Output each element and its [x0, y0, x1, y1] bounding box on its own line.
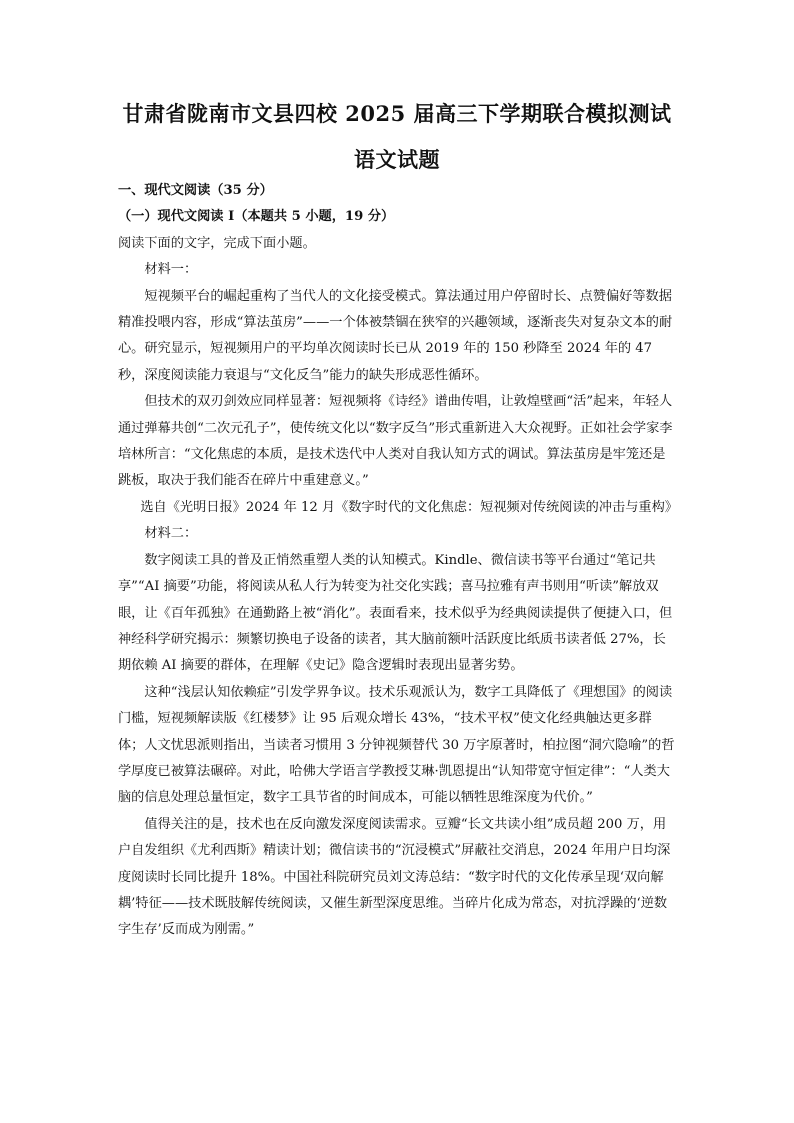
- reading-instruction: 阅读下面的文字，完成下面小题。: [118, 235, 316, 251]
- material-one-paragraph-2: 但技术的双刃剑效应同样显著：短视频将《诗经》谱曲传唱，让敦煌壁画“活”起来，年轻人通过弹幕共创“二次元孔子”，使传统文化以“数字反刍”形式重新进入大众视野。正如社会学家李培林所言：“文化焦虑的本质，是技术迭代中人类对自我认知方式的调试。算法茧房是牢笼还是跳板，取决于我们能否在碎片中重建意义。”: [118, 394, 673, 489]
- material-one-source: 选自《光明日报》2024 年 12 月《数字时代的文化焦虑：短视频对传统阅读的冲击与重构》: [140, 499, 678, 515]
- document-title: 甘肃省陇南市文县四校 2025 届高三下学期联合模拟测试: [122, 101, 672, 126]
- material-two-paragraph-1: 数字阅读工具的普及正悄然重塑人类的认知模式。Kindle、微信读书等平台通过“笔记共享”“AI 摘要”功能，将阅读从私人行为转变为社交化实践；喜马拉雅有声书则用“听读”解放双眼，让《百年孤独》在通勤路上被“消化”。表面看来，技术似乎为经典阅读提供了便捷入口，但神经科学研究揭示：频繁切换电子设备的读者，其大脑前额叶活跃度比纸质书读者低 27%，长期依赖 AI 摘要的群体，在理解《史记》隐含逻辑时表现出显著劣势。: [118, 552, 673, 674]
- document-body: [118, 178, 678, 944]
- material-two-paragraph-2: 这种“浅层认知依赖症”引发学界争议。技术乐观派认为，数字工具降低了《理想国》的阅读门槛，短视频解读版《红楼梦》让 95 后观众增长 43%，“技术平权”使文化经典触达更多群体；人文忧思派则指出，当读者习惯用 3 分钟视频替代 30 万字原著时，柏拉图“洞穴隐喻”的哲学厚度已被算法碾碎。对此，哈佛大学语言学教授艾琳·凯恩提出“认知带宽守恒定律”：“人类大脑的信息处理总量恒定，数字工具节省的时间成本，可能以牺牲思维深度为代价。”: [118, 684, 675, 806]
- material-one-label: 材料一：: [144, 262, 198, 278]
- material-one-paragraph-1: 短视频平台的崛起重构了当代人的文化接受模式。算法通过用户停留时长、点赞偏好等数据精准投喂内容，形成“算法茧房”——一个体被禁锢在狭窄的兴趣领域，逐渐丧失对复杂文本的耐心。研究显示，短视频用户的平均单次阅读时长已从 2019 年的 150 秒降至 2024 年的 47 秒，深度阅读能力衰退与“文化反刍”能力的缺失形成恶性循环。: [118, 288, 673, 383]
- document-subtitle: 语文试题: [354, 147, 440, 172]
- subsection-heading: （一）现代文阅读 I（本题共 5 小题，19 分）: [118, 209, 395, 225]
- material-two-paragraph-3: 值得关注的是，技术也在反向激发深度阅读需求。豆瓣“长文共读小组”成员超 200 万，用户自发组织《尤利西斯》精读计划；微信读书的“沉浸模式”屏蔽社交消息，2024 年用户日均深度阅读时长同比提升 18%。中国社科院研究员刘文涛总结：“数字时代的文化传承呈现‘双向解耦’特征——技术既肢解传统阅读，又催生新型深度思维。当碎片化成为常态，对抗浮躁的‘逆数字生存’反而成为刚需。”: [118, 816, 671, 938]
- section-heading: 一、现代文阅读（35 分）: [118, 183, 273, 198]
- material-two-label: 材料二：: [144, 526, 198, 542]
